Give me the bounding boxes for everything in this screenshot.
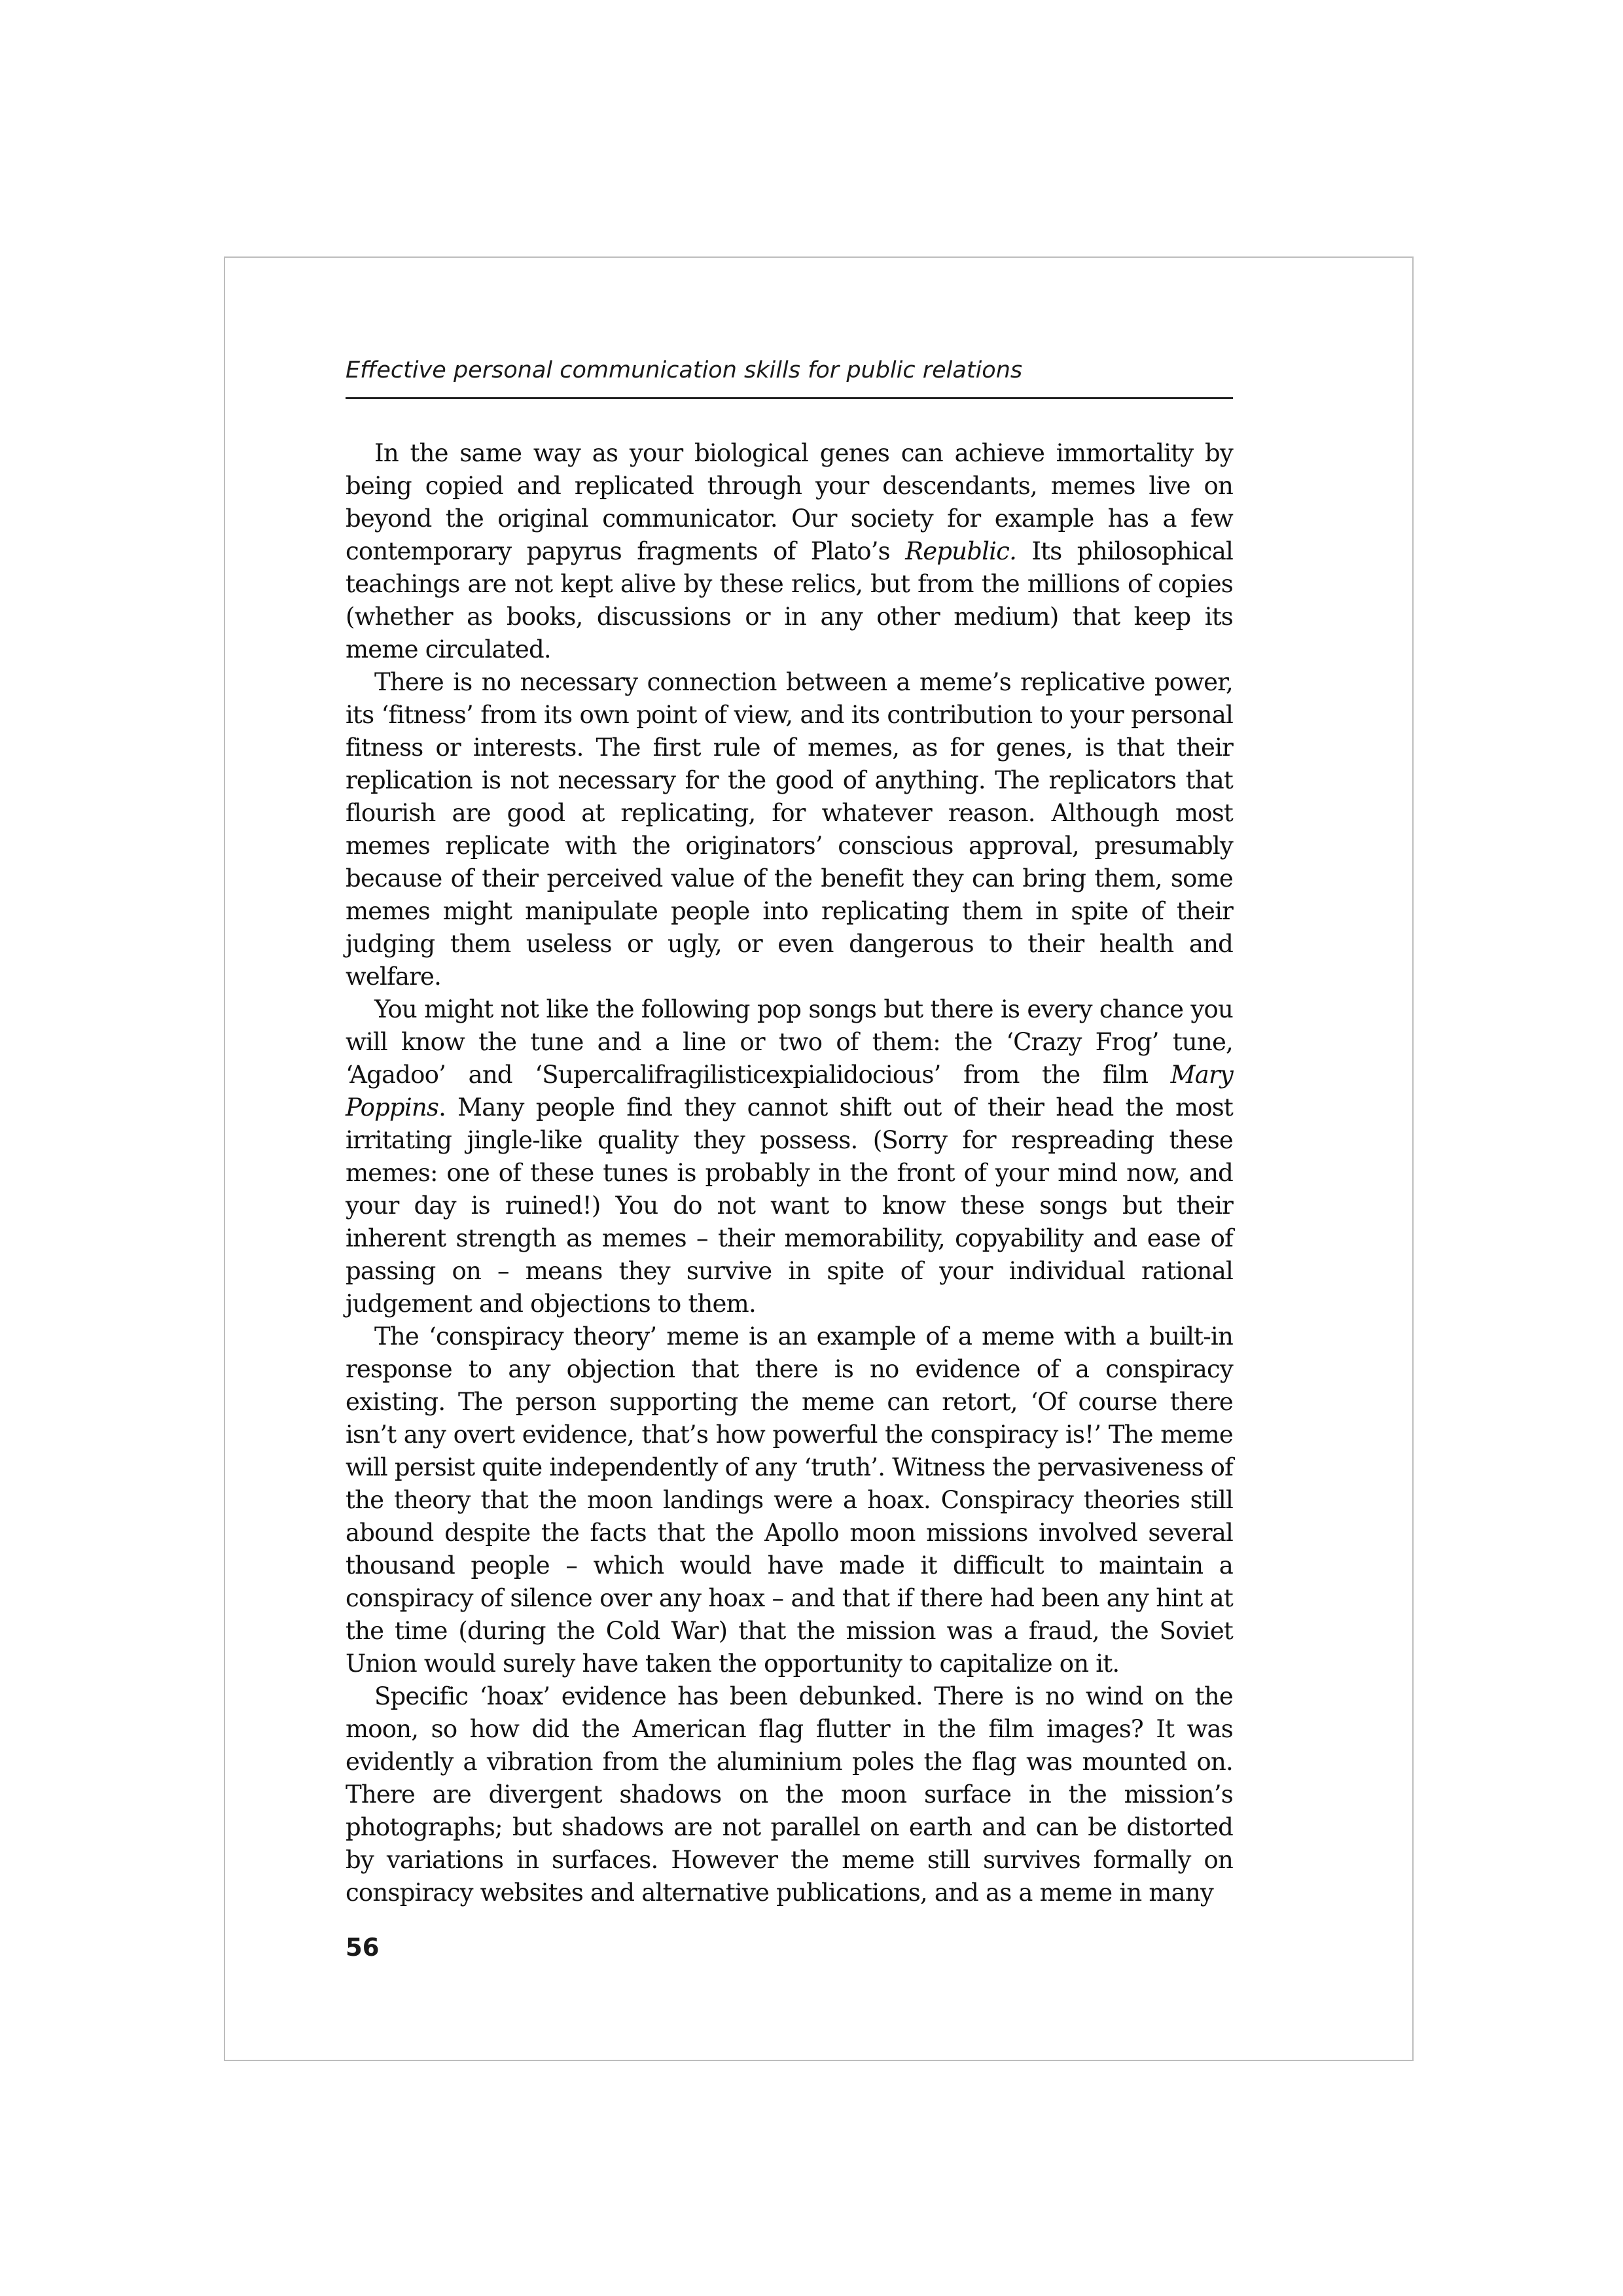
paragraph-2 [346,666,1233,993]
paragraph-3-text-cont: . Many people find they cannot shift out of their head the most irritating jingle-like quality they possess. (Sorry for respreading these memes: one of these tunes is probably in the front of your mind now, and your day is ruined!) You do not want to know these songs but their inherent strength as memes – their memorability, copyability and ease of passing on – means they survive in spite of your individual rational judgement and objections to them. [346,1093,1233,1318]
paragraph-3-text: You might not like the following pop songs but there is every chance you will know the tune and a line or two of them: the ‘Crazy Frog’ tune, ‘Agadoo’ and ‘Supercalifragilisticexpialidocious’ from the film [346,995,1233,1089]
paragraph-1-text-cont: Its philosophical teachings are not kept alive by these relics, but from the millions of copies (whether as books, discussions or in any other medium) that keep its meme circulated. [346,537,1233,663]
page-number: 56 [346,1934,380,1962]
paragraph-1-text: In the same way as your biological genes can achieve immortality by being copied and replicated through your descendants, memes live on beyond the original communicator. Our society for example has a few contemporary papyrus fragments of Plato’s [346,439,1233,565]
film-title-mary-poppins: Mary Poppins [346,1061,1233,1122]
book-title-republic: Republic. [905,537,1017,565]
paragraph-2-text: There is no necessary connection between a meme’s replicative power, its ‘fitness’ from its own point of view, and its contribution to your personal fitness or interests. The first rule of memes, as for genes, is that their replication is not necessary for the good of anything. The replicators that flourish are good at replicating, for whatever reason. Although most memes replicate with the originators’ conscious approval, presumably because of their perceived value of the benefit they can bring them, some memes might manipulate people into replicating them in spite of their judging them useless or ugly, or even dangerous to their health and welfare. [346,668,1233,991]
paragraph-4 [346,1320,1233,1680]
paragraph-3 [346,993,1233,1320]
header-rule [346,397,1233,399]
body-text [346,437,1233,1909]
paragraph-4-text: The ‘conspiracy theory’ meme is an example of a meme with a built-in response to any objection that there is no evidence of a conspiracy existing. The person supporting the meme can retort, ‘Of course there isn’t any overt evidence, that’s how powerful the conspiracy is!’ The meme will persist quite independently of any ‘truth’. Witness the pervasiveness of the theory that the moon landings were a hoax. Conspiracy theories still abound despite the facts that the Apollo moon missions involved several thousand people – which would have made it difficult to maintain a conspiracy of silence over any hoax – and that if there had been any hint at the time (during the Cold War) that the mission was a fraud, the Soviet Union would surely have taken the opportunity to capitalize on it. [346,1322,1233,1678]
paragraph-5-text: Specific ‘hoax’ evidence has been debunked. There is no wind on the moon, so how did the American flag flutter in the film images? It was evidently a vibration from the aluminium poles the flag was mounted on. There are divergent shadows on the moon surface in the mission’s photographs; but shadows are not parallel on earth and can be distorted by variations in surfaces. However the meme still survives formally on conspiracy websites and alternative publications, and as a meme in many [346,1682,1233,1907]
running-head: Effective personal communication skills for public relations [346,357,1023,383]
paragraph-5 [346,1680,1233,1909]
paragraph-1 [346,437,1233,666]
